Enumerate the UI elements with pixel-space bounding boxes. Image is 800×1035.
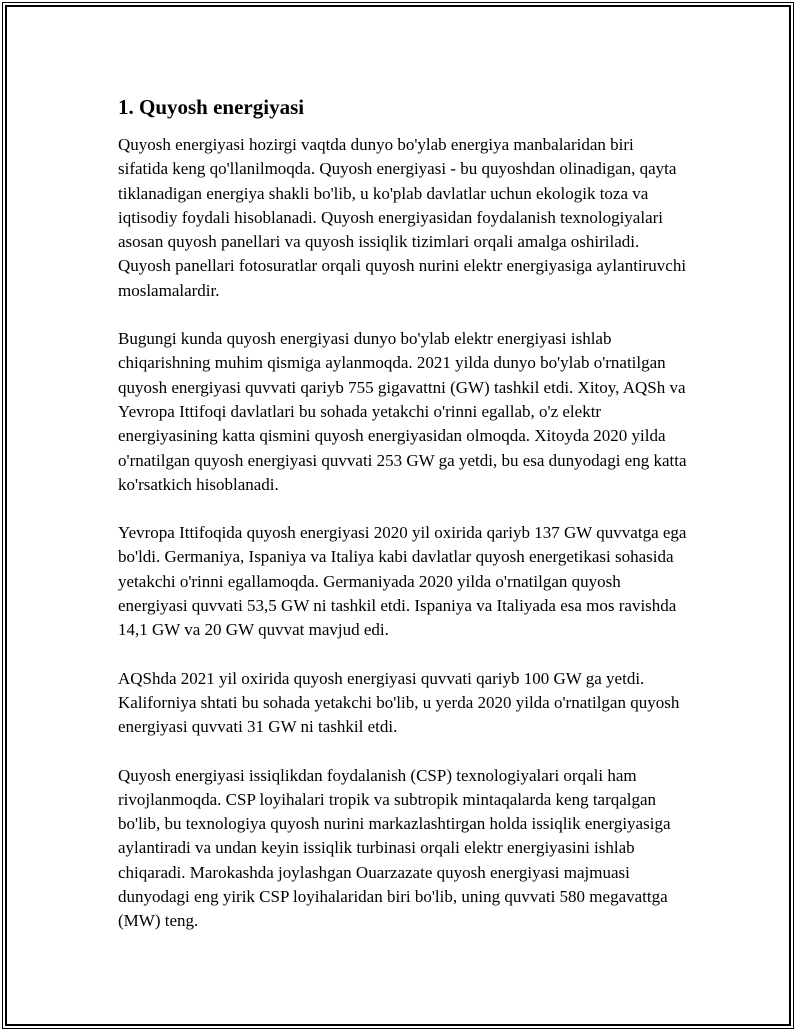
paragraph-csp-technology: Quyosh energiyasi issiqlikdan foydalanish (CSP) texnologiyalari orqali ham rivojlanmoqda. CSP loyihalari tropik va subtropik mintaqalarda keng tarqalgan bo'lib, bu texnologiya quyosh nurini markazlashtirgan holda issiqlik energiyasiga aylantiradi va undan keyin issiqlik turbinasi orqali elektr energiyasini ishlab chiqaradi. Marokashda joylashgan Ouarzazate quyosh energiyasi majmuasi dunyodagi eng yirik CSP loyihalaridan biri bo'lib, uning quvvati 580 megavattga (MW) teng.: [118, 765, 671, 931]
document-body: [118, 93, 688, 958]
paragraph-usa-capacity: AQShda 2021 yil oxirida quyosh energiyasi quvvati qariyb 100 GW ga yetdi. Kaliforniya shtati bu sohada yetakchi bo'lib, u yerda 2020 yilda o'rnatilgan quyosh energiyasi quvvati 31 GW ni tashkil etdi.: [118, 668, 680, 737]
section-heading: 1. Quyosh energiyasi: [118, 95, 305, 119]
paragraph-eu-capacity: Yevropa Ittifoqida quyosh energiyasi 2020 yil oxirida qariyb 137 GW quvvatga ega bo'ldi. Germaniya, Ispaniya va Italiya kabi davlatlar quyosh energetikasi sohasida yetakchi o'rinni egallamoqda. Germaniyada 2020 yilda o'rnatilgan quyosh energiyasi quvvati 53,5 GW ni tashkil etdi. Ispaniya va Italiyada esa mos ravishda 14,1 GW va 20 GW quvvat mavjud edi.: [118, 523, 687, 640]
paragraph-global-capacity: Bugungi kunda quyosh energiyasi dunyo bo'ylab elektr energiyasi ishlab chiqarishning muhim qismiga aylanmoqda. 2021 yilda dunyo bo'ylab o'rnatilgan quyosh energiyasi quvvati qariyb 755 gigavattni (GW) tashkil etdi. Xitoy, AQSh va Yevropa Ittifoqi davlatlari bu sohada yetakchi o'rinni egallab, o'z elektr energiyasining katta qismini quyosh energiyasidan olmoqda. Xitoyda 2020 yilda o'rnatilgan quyosh energiyasi quvvati 253 GW ga yetdi, bu esa dunyodagi eng katta ko'rsatkich hisoblanadi.: [118, 329, 687, 494]
paragraph-solar-usage: Quyosh energiyasi hozirgi vaqtda dunyo bo'ylab energiya manbalaridan biri sifatida keng qo'llanilmoqda. Quyosh energiyasi - bu quyoshdan olinadigan, qayta tiklanadigan energiya shakli bo'lib, u ko'plab davlatlar uchun ekologik toza va iqtisodiy foydali hisoblanadi. Quyosh energiyasidan foydalanish texnologiyalari asosan quyosh panellari va quyosh issiqlik tizimlari orqali amalga oshiriladi. Quyosh panellari fotosuratlar orqali quyosh nurini elektr energiyasiga aylantiruvchi moslamalardir.: [118, 135, 687, 300]
